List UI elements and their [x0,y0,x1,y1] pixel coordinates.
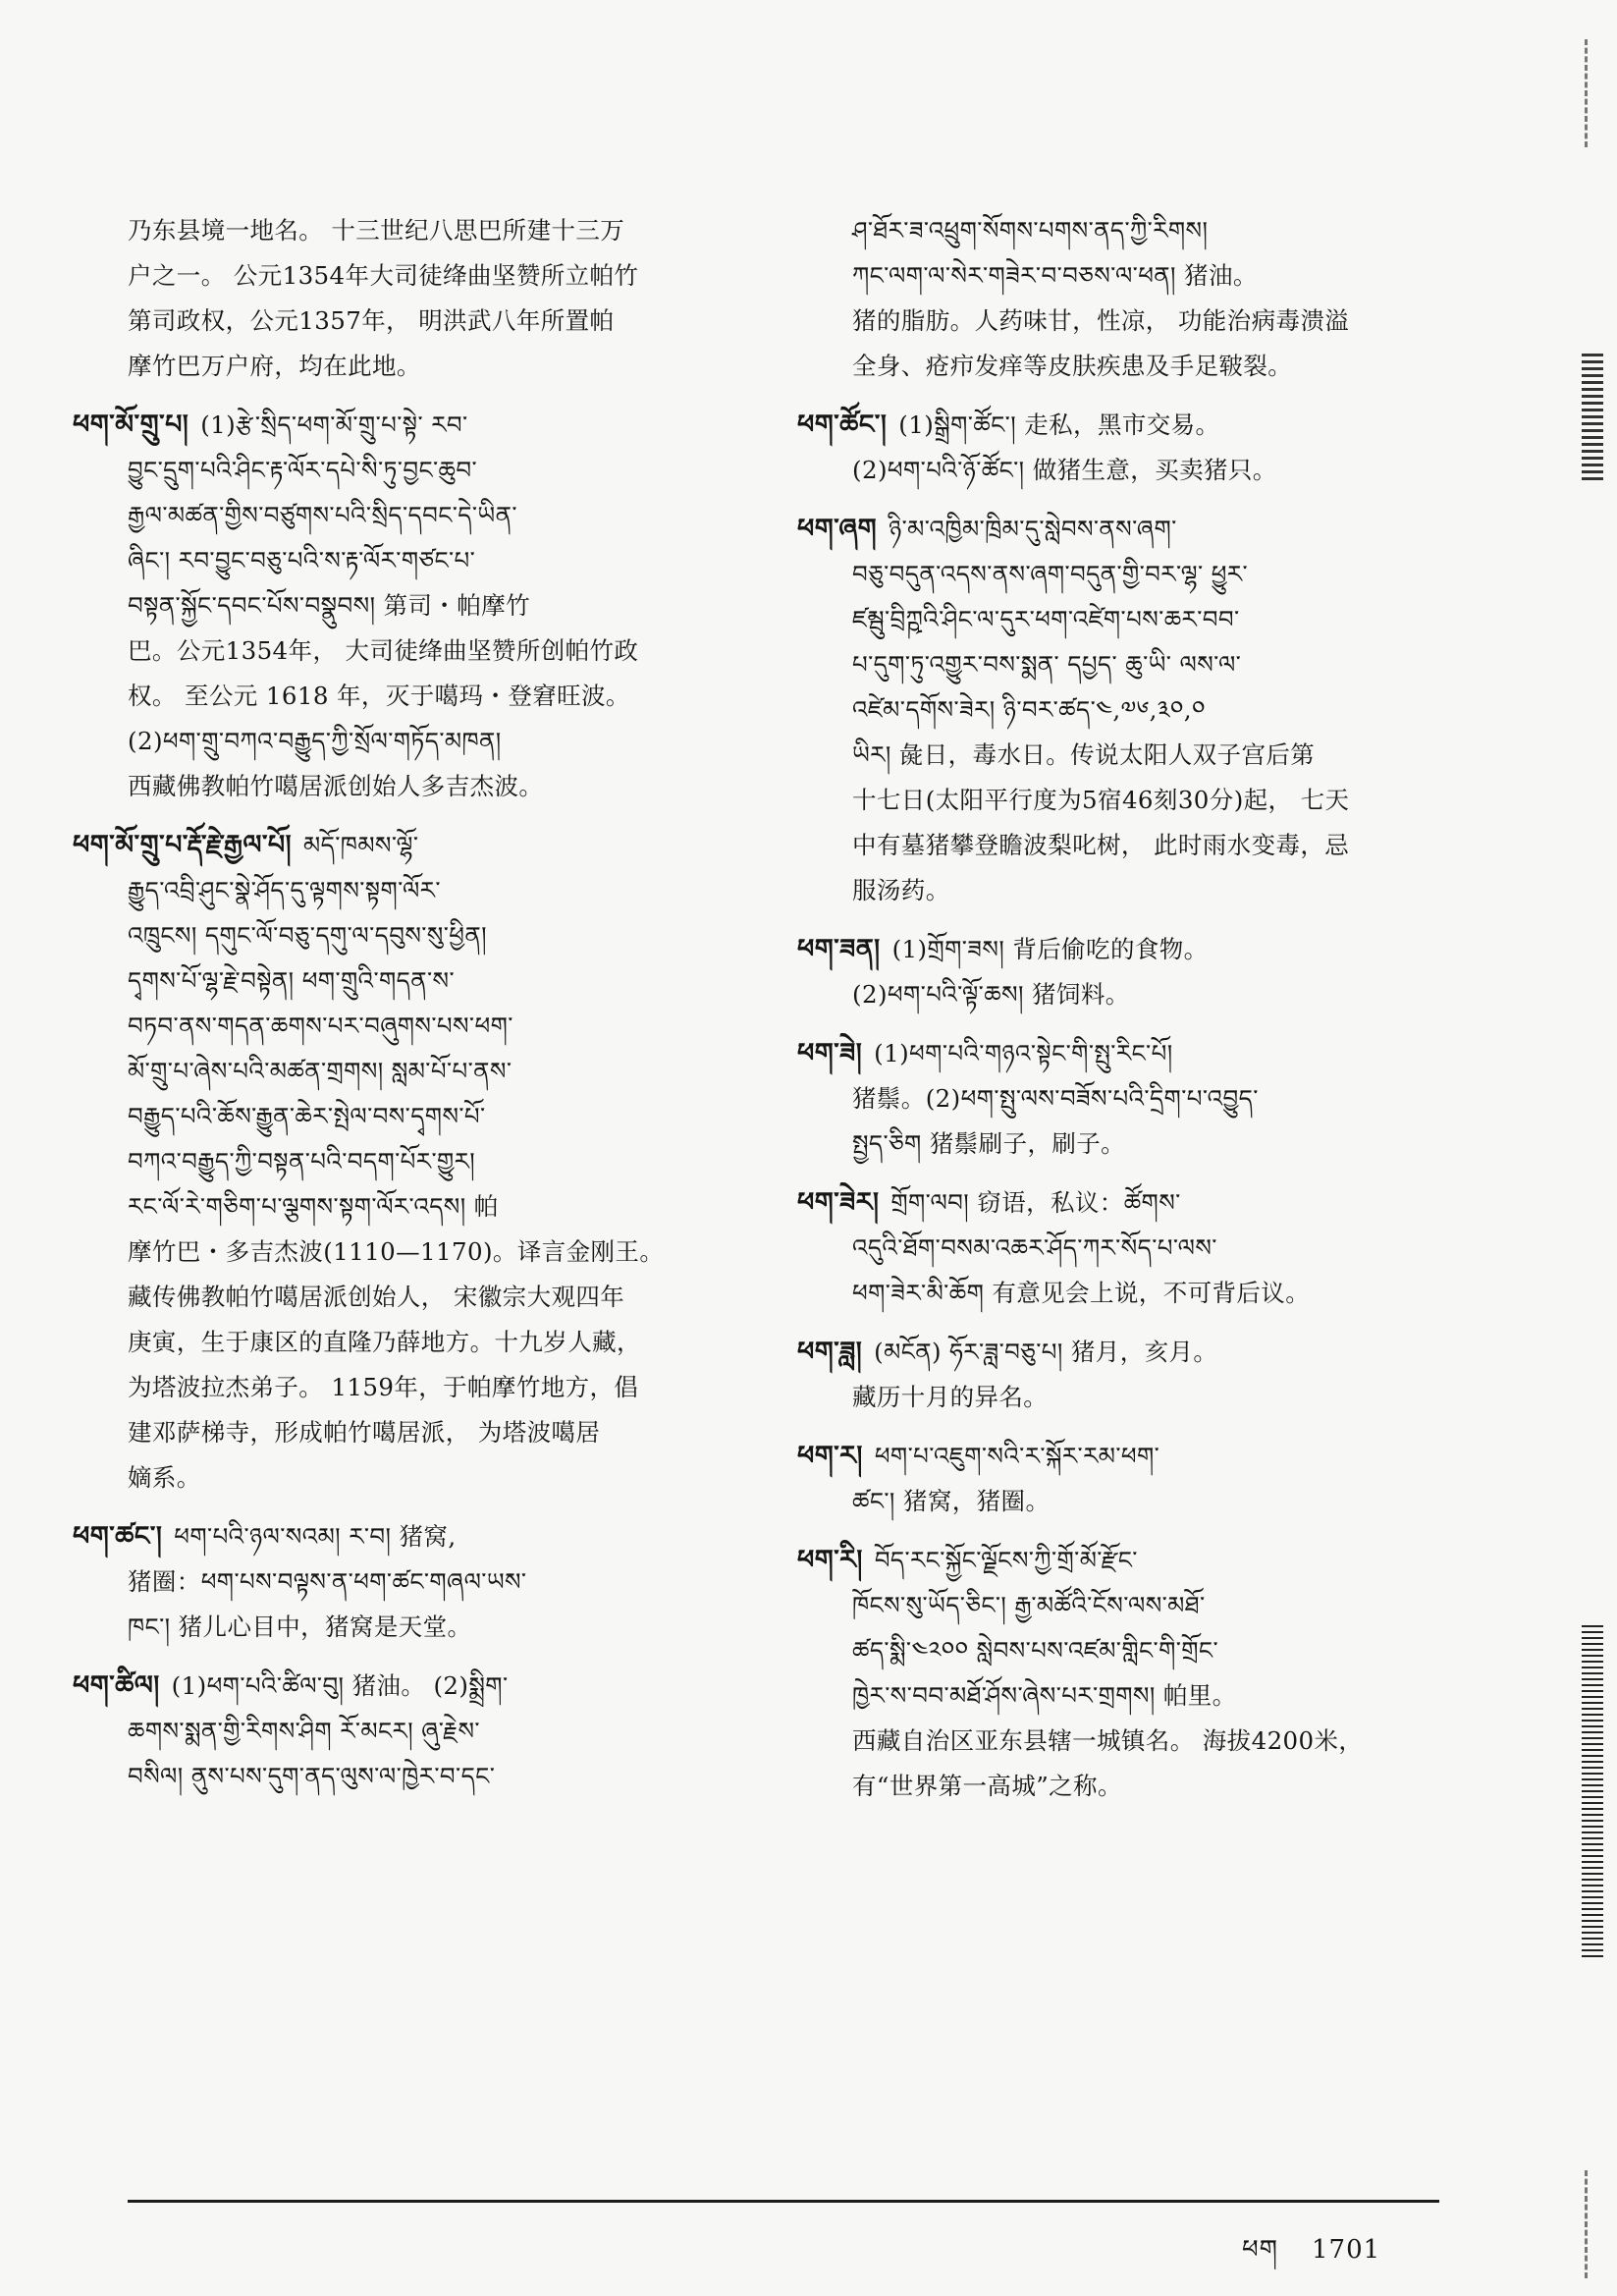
line-text: 西藏佛教帕竹噶居派创始人多吉杰波。 [128,772,544,800]
line-text: ཞིང་། རབ་བྱུང་བཅུ་པའི་ས་རྟ་ལོར་གཙང་པ་ [128,546,476,574]
line-text: 庚寅，生于康区的直隆乃薛地方。十九岁人藏， [128,1328,641,1356]
line-text: བྱུང་དྲུག་པའི་ཤིང་རྟ་ལོར་དཔེ་སི་ཏུ་བྱང་ཆུབ་ [128,456,478,484]
line-text: (1)རྩེ་སྲིད་ཕག་མོ་གྲུ་པ་སྟེ་ རབ་ [200,410,468,439]
line-text: ཁྱེར་ས་བབ་མཐོ་ཤོས་ཞེས་པར་གྲགས། 帕里。 [852,1681,1237,1710]
headword: ཕག་ཚོང་། [797,410,888,440]
entry-line [128,1365,805,1410]
entry-line [73,823,805,868]
entry-line [852,972,1481,1017]
entry-line [852,1479,1481,1524]
scan-edge-mark [1582,354,1603,481]
entry-line [128,1049,805,1094]
entry-line [797,927,1481,972]
headword: ཕག་ར། [797,1441,863,1471]
dictionary-entry [73,1664,805,1799]
headword: ཕག་མོ་གྲུ་པ་རྡོ་རྗེ་རྒྱལ་པོ། [73,830,293,860]
entry-line [852,1375,1481,1420]
entry-line [852,823,1481,868]
line-text: 猪的脂肪。人药味甘，性凉， 功能治病毒溃溢 [852,306,1350,335]
entry-line [852,1226,1481,1271]
entry-line [128,1410,805,1455]
footer-rule [128,2200,1439,2203]
entry-line [128,344,805,389]
entry-line [73,1514,805,1559]
line-text: 巴。公元1354年， 大司徒绛曲坚赞所创帕竹政 [128,636,639,665]
entry-line [852,552,1481,597]
entry-line [852,687,1481,733]
line-text: རང་ལོ་རེ་གཅིག་པ་ལྕགས་སྟག་ལོར་འདས། 帕 [128,1192,499,1221]
entry-line [797,403,1481,448]
line-text: ཕག་པ་འཇུག་སའི་ར་སྐོར་རམ་ཕག་ [874,1442,1160,1470]
entry-line [128,493,805,538]
entry-line [852,1076,1481,1121]
dictionary-entry [73,823,805,1501]
line-text: (མངོན) ཧོར་ཟླ་བཅུ་པ། 猪月，亥月。 [874,1338,1218,1366]
line-text: ཕག་ཟེར་མི་ཆོག 有意见会上说，不可背后议。 [852,1279,1311,1307]
line-text: བཀའ་བརྒྱུད་ཀྱི་བསྟན་པའི་བདག་པོར་གྱུར། [128,1147,476,1175]
entry-line [128,1605,805,1650]
headword: ཕག་ཟླ། [797,1337,863,1367]
entry-line [797,1434,1481,1479]
entry-line [852,1764,1481,1809]
line-text: 权。 至公元 1618 年，灭于噶玛・登窘旺波。 [128,682,630,710]
line-text: 十七日(太阳平行度为5宿46刻30分)起， 七天 [852,786,1350,814]
line-text: 第司政权，公元1357年， 明洪武八年所置帕 [128,306,615,335]
headword: ཕག་རི། [797,1545,863,1575]
entry-line [852,299,1481,344]
line-text: བརྒྱུད་པའི་ཆོས་རྒྱུན་ཆེར་སྤེལ་བས་དྭགས་པོ་ [128,1102,486,1130]
line-text: དྭགས་པོ་ལྷ་རྗེ་བསྟེན། ཕག་གྲུའི་གདན་ས་ [128,966,456,995]
line-text: ཛམྦུ་བྲིཀྵའི་ཤིང་ལ་དུར་ཕག་འཛེག་པས་ཆར་བབ་ [852,605,1240,633]
line-text: (1)གྲོག་ཟས། 背后偷吃的食物。 [891,935,1209,963]
headword: ཕག་ཚང་། [73,1521,163,1552]
dictionary-entry [797,1330,1481,1420]
dictionary-entry [797,1180,1481,1316]
scan-edge-mark [1585,2170,1588,2278]
entry-line [128,1094,805,1139]
line-text: (2)ཕག་པའི་ལྟོ་ཆས། 猪饲料。 [852,980,1130,1009]
headword: ཕག་ཟན། [797,934,881,964]
page-footer [1242,2221,1414,2293]
entry-line [128,1230,805,1275]
dictionary-entry [73,1514,805,1650]
entry-line [852,868,1481,913]
headword: ཕག་ཟེ། [797,1038,863,1068]
entry-line [128,1559,805,1605]
entry-line [852,1121,1481,1167]
entry-line [128,1275,805,1320]
line-text: བཏབ་ནས་གདན་ཆགས་པར་བཞུགས་པས་ཕག་ [128,1011,513,1040]
entry-line [797,1538,1481,1583]
scan-edge-mark [1582,1625,1603,1959]
line-text: 乃东县境一地名。 十三世纪八思巴所建十三万 [128,216,625,245]
line-text: 猪鬃。(2)ཕག་སྤུ་ལས་བཟོས་པའི་དྲིག་པ་འབྱུད་ [852,1084,1259,1113]
right-column [797,208,1481,1823]
dictionary-entry [73,403,805,809]
line-text: འདུའི་ཐོག་བསམ་འཆར་ཤོད་ཀར་སོད་པ་ལས་ [852,1233,1217,1262]
line-text: (2)ཕག་གྲུ་བཀའ་བརྒྱུད་ཀྱི་སྲོལ་གཏོད་མཁན། [128,727,502,755]
entry-line [128,1184,805,1230]
entry-line [128,208,805,253]
entry-line [73,1664,805,1709]
line-text: 摩竹巴・多吉杰波(1110—1170)。译言金刚王。 [128,1237,665,1266]
entry-line [128,764,805,809]
dictionary-entry [797,927,1481,1017]
entry-line [852,253,1481,299]
line-text: (1)ཕག་པའི་གཉའ་སྟེང་གི་སྤུ་རིང་པོ། [874,1039,1173,1067]
line-text: ཀང་ལག་ལ་སེར་གཟེར་བ་བཅས་ལ་ཕན། 猪油。 [852,261,1258,290]
entry-line [852,448,1481,493]
dictionary-entry [797,1538,1481,1809]
left-column [73,208,805,1813]
line-text: 猪圈：ཕག་པས་བལྟས་ན་ཕག་ཚང་གཞལ་ཡས་ [128,1567,527,1596]
line-text: ཁང་། 猪儿心目中，猪窝是天堂。 [128,1613,472,1641]
line-text: ཚང་། 猪窝，猪圈。 [852,1487,1051,1515]
entry-line [852,597,1481,642]
entry-line [128,674,805,719]
dictionary-entry [797,1434,1481,1524]
line-text: (1)སྒྲིག་ཚོང་། 走私，黑市交易。 [898,410,1220,439]
entry-line [128,583,805,629]
dictionary-entry [852,208,1481,389]
line-text: བོད་རང་སྐྱོང་ལྗོངས་ཀྱི་གྲོ་མོ་རྫོང་ [874,1546,1138,1574]
line-text: རྒྱལ་མཚན་གྱིས་བཙུགས་པའི་སྲིད་དབང་དེ་ཡིན་ [128,501,517,529]
line-text: འཁྲུངས། དགུང་ལོ་བཅུ་དགུ་ལ་དབུས་སུ་ཕྱིན། [128,921,487,950]
entry-line [73,403,805,448]
entry-line [852,1673,1481,1719]
entry-line [852,344,1481,389]
line-text: ཡིར། 彘日，毒水日。传说太阳人双子宫后第 [852,740,1316,769]
line-text: ཤ་ཐོར་ཟ་འཕྲུག་སོགས་པགས་ནད་ཀྱི་རིགས། [852,216,1209,245]
line-text: (2)ཕག་པའི་ཉོ་ཚོང་། 做猪生意，买卖猪只。 [852,456,1277,484]
line-text: བཅུ་བདུན་འདས་ནས་ཞག་བདུན་གྱི་བར་ལྷ་ ཕྱུར་ [852,560,1249,588]
entry-line [128,1754,805,1799]
entry-line [852,208,1481,253]
headword: ཕག་ཞག [797,514,878,544]
line-text: ཁོངས་སུ་ཡོད་ཅིང་། རྒྱ་མཚོའི་ངོས་ལས་མཐོ་ [852,1591,1206,1619]
line-text: འཛེམ་དགོས་ཟེར། ཉི་བར་ཚད་༤,༧༦,༣༠,༠ [852,695,1206,724]
line-text: 摩竹巴万户府，均在此地。 [128,352,421,380]
line-text: 全身、疮疖发痒等皮肤疾患及手足皲裂。 [852,352,1293,380]
dictionary-entry [797,1031,1481,1167]
line-text: རྒྱུད་འབྲི་ཤུང་སྣེ་ཤོད་དུ་ལྟགས་སྟག་ལོར་ [128,876,441,904]
page-number: 1701 [1311,2235,1381,2265]
line-text: 建邓萨梯寺，形成帕竹噶居派， 为塔波噶居 [128,1418,601,1447]
entry-line [128,719,805,764]
entry-line [797,1180,1481,1226]
line-text: སྤྱད་ཅིག 猪鬃刷子，刷子。 [852,1129,1126,1158]
entry-line [852,1628,1481,1673]
entry-line [852,1271,1481,1316]
headword: ཕག་མོ་གྲུ་པ། [73,410,189,440]
entry-line [852,1719,1481,1764]
entry-line [852,1583,1481,1628]
line-text: 中有墓猪攀登瞻波梨叱树， 此时雨水变毒，忌 [852,831,1350,859]
line-text: པ་དུག་ཏུ་འགྱུར་བས་སྨན་ དཔྱད་ ཆུ་ཡི་ ལས་ལ་ [852,650,1242,679]
entry-line [128,448,805,493]
entry-line [128,1320,805,1365]
line-text: 有“世界第一高城”之称。 [852,1772,1122,1800]
entry-line [797,1330,1481,1375]
entry-line [128,1004,805,1049]
line-text: 户之一。 公元1354年大司徒绛曲坚赞所立帕竹 [128,261,639,290]
line-text: བསིལ། ནུས་པས་དུག་ནད་ལུས་ལ་ཁྱེར་བ་དང་ [128,1762,496,1790]
line-text: ཚད་སྨི་༤༢༠༠ སླེབས་པས་འཛམ་གླིང་གི་གྲོང་ [852,1636,1218,1665]
entry-line [128,299,805,344]
headword: ཕག་ཚིལ། [73,1670,160,1701]
line-text: 藏传佛教帕竹噶居派创始人， 宋徽宗大观四年 [128,1283,625,1311]
line-text: མདོ་ཁམས་ལྷོ་ [303,831,419,859]
dictionary-entry [128,208,805,389]
entry-line [128,958,805,1004]
entry-line [852,642,1481,687]
line-text: ཕག་པའི་ཉལ་སའམ། ར་བ། 猪窝, [174,1522,457,1551]
scan-edge-mark [1585,39,1588,147]
entry-line [128,1139,805,1184]
entry-line [128,538,805,583]
line-text: བསྟན་སྐྱོང་དབང་པོས་བསྣུབས། 第司・帕摩竹 [128,591,530,620]
entry-line [128,1709,805,1754]
entry-line [852,778,1481,823]
line-text: མོ་གྲུ་པ་ཞེས་པའི་མཚན་གྲགས། སླམ་པོ་པ་ནས་ [128,1057,512,1085]
entry-line [128,629,805,674]
line-text: ཆགས་སྨན་གྱི་རིགས་ཤིག རོ་མངར། ཞུ་རྗེས་ [128,1717,480,1745]
running-head: ཕག [1242,2235,1278,2265]
headword: ཕག་ཟེར། [797,1187,880,1218]
dictionary-entry [797,507,1481,913]
line-text: ཉི་མ་འཁྱིམ་ཁྲིམ་དུ་སླེབས་ནས་ཞག་ [889,515,1177,543]
dictionary-entry [797,403,1481,493]
line-text: 为塔波拉杰弟子。 1159年，于帕摩竹地方，倡 [128,1373,639,1401]
line-text: 嫡系。 [128,1463,201,1492]
line-text: (1)ཕག་པའི་ཚིལ་བུ། 猪油。 (2)སྨྲིག་ [171,1671,509,1700]
line-text: 西藏自治区亚东县辖一城镇名。 海拔4200米， [852,1726,1364,1755]
entry-line [128,868,805,913]
entry-line [852,733,1481,778]
line-text: གྲོག་ལབ། 窃语，私议：ཚོགས་ [890,1188,1181,1217]
entry-line [128,1455,805,1501]
entry-line [128,253,805,299]
entry-line [797,1031,1481,1076]
line-text: 服汤药。 [852,876,950,904]
entry-line [128,913,805,958]
entry-line [797,507,1481,552]
line-text: 藏历十月的异名。 [852,1383,1049,1411]
